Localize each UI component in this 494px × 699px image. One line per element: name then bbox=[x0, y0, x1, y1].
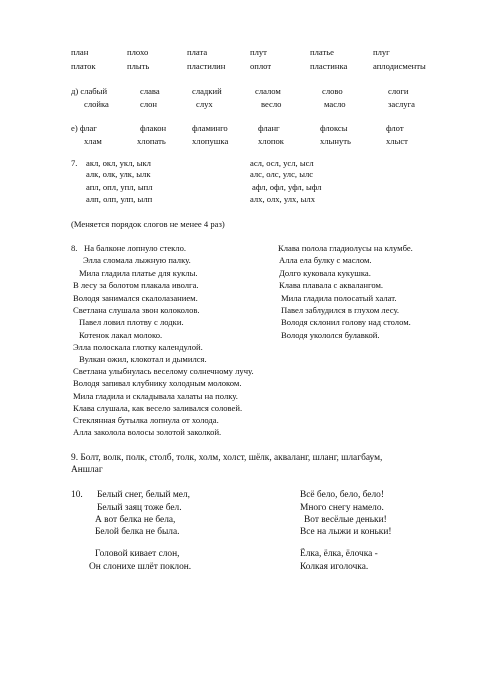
word: флоксы bbox=[320, 123, 348, 133]
exercise-note: (Меняется порядок слогов не менее 4 раз) bbox=[71, 219, 225, 229]
word: хлопушка bbox=[192, 136, 229, 146]
word: плуг bbox=[373, 47, 390, 57]
sentence: Элла полоскала глотку календулой. bbox=[73, 342, 203, 352]
sentence: Стеклянная бутылка лопнула от холода. bbox=[73, 415, 219, 425]
sentence: В лесу за болотом плакала иволга. bbox=[73, 280, 199, 290]
word: слух bbox=[196, 99, 213, 109]
word: фланг bbox=[258, 123, 280, 133]
sentence: Мила гладила полосатый халат. bbox=[281, 293, 397, 303]
word: оплот bbox=[250, 61, 272, 71]
word: заслуга bbox=[388, 99, 415, 109]
item-number: 10. bbox=[71, 490, 83, 500]
sentence: Светлана слушала звон колоколов. bbox=[73, 305, 200, 315]
word: флакон bbox=[140, 123, 167, 133]
sentence: Алла заколола волосы золотой заколкой. bbox=[73, 427, 222, 437]
poem-line: Много снегу намело. bbox=[300, 503, 384, 513]
word: д) слабый bbox=[71, 86, 108, 96]
syllable-row: алх, олх, улх, ылх bbox=[250, 194, 315, 204]
word: платье bbox=[310, 47, 334, 57]
word: пластилин bbox=[187, 61, 226, 71]
word: слово bbox=[322, 86, 343, 96]
sentence: Мила гладила и складывала халаты на полку. bbox=[73, 391, 238, 401]
syllable-row: алс, олс, улс, ылс bbox=[250, 169, 314, 179]
poem-line: Ёлка, ёлка, ёлочка - bbox=[300, 549, 378, 559]
poem-line: Колкая иголочка. bbox=[300, 562, 369, 572]
word: плут bbox=[250, 47, 267, 57]
sentence: Павел заблудился в глухом лесу. bbox=[281, 305, 400, 315]
sentence: Клава полола гладиолусы на клумбе. bbox=[278, 243, 413, 253]
word: е) флаг bbox=[71, 123, 97, 133]
word: флот bbox=[386, 123, 404, 133]
word: весло bbox=[261, 99, 282, 109]
poem-line: Белый заяц тоже бел. bbox=[97, 503, 182, 513]
word: хлыст bbox=[386, 136, 408, 146]
word: сладкий bbox=[192, 86, 222, 96]
poem-line: Головой кивает слон, bbox=[95, 549, 180, 559]
word: аплодисменты bbox=[373, 61, 426, 71]
word: платок bbox=[71, 61, 96, 71]
word: слава bbox=[140, 86, 160, 96]
sentence: Клава плавала с аквалангом. bbox=[279, 280, 384, 290]
item-number: 7. bbox=[71, 158, 78, 168]
sentence: Клава слушала, как весело заливался соловей. bbox=[73, 403, 243, 413]
sentence: Алла ела булку с маслом. bbox=[279, 255, 372, 265]
poem-line: Белый снег, белый мел, bbox=[97, 490, 190, 500]
poem-line: Вот весёлые деньки! bbox=[304, 515, 387, 525]
word: плыть bbox=[127, 61, 150, 71]
poem-line: Всё бело, бело, бело! bbox=[300, 490, 384, 500]
poem-line: Белой белка не была. bbox=[95, 527, 180, 537]
word-list: Аншлаг bbox=[71, 465, 103, 475]
syllable-row: афл, офл, уфл, ыфл bbox=[252, 182, 322, 192]
sentence: Володя занимался скалолазанием. bbox=[73, 293, 198, 303]
word: план bbox=[71, 47, 89, 57]
item-number: 8. bbox=[71, 243, 78, 253]
word: слоги bbox=[388, 86, 409, 96]
syllable-row: акл, окл, укл, ыкл bbox=[86, 158, 151, 168]
sentence: Вулкан ожил, клокотал и дымился. bbox=[79, 354, 207, 364]
sentence: Володя запивал клубнику холодным молоком. bbox=[73, 378, 242, 388]
word: масло bbox=[324, 99, 346, 109]
sentence: Мила гладила платье для куклы. bbox=[79, 268, 198, 278]
word: хлопать bbox=[137, 136, 166, 146]
sentence: Светлана улыбнулась веселому солнечному лучу. bbox=[73, 366, 254, 376]
syllable-row: асл, осл, усл, ысл bbox=[250, 158, 314, 168]
word: фламинго bbox=[192, 123, 228, 133]
syllable-row: алк, олк, улк, ылк bbox=[86, 169, 151, 179]
word: плата bbox=[187, 47, 208, 57]
word: слалом bbox=[255, 86, 281, 96]
word: слойка bbox=[84, 99, 109, 109]
sentence: Володя склонил голову над столом. bbox=[281, 317, 411, 327]
sentence: На балконе лопнуло стекло. bbox=[84, 243, 187, 253]
word: пластинка bbox=[310, 61, 348, 71]
sentence: Элла сломала лыжную палку. bbox=[83, 255, 191, 265]
word: слон bbox=[140, 99, 157, 109]
poem-line: Все на лыжи и коньки! bbox=[300, 527, 392, 537]
word: хлынуть bbox=[320, 136, 351, 146]
poem-line: А вот белка не бела, bbox=[95, 515, 176, 525]
poem-line: Он слонихе шлёт поклон. bbox=[89, 562, 192, 572]
syllable-row: алп, олп, улп, ылп bbox=[86, 194, 153, 204]
syllable-row: апл, опл, упл, ыпл bbox=[86, 182, 153, 192]
sentence: Котенок лакал молоко. bbox=[79, 330, 163, 340]
sentence: Павел ловил плотву с лодки. bbox=[79, 317, 184, 327]
word: плохо bbox=[127, 47, 149, 57]
word: хлопок bbox=[258, 136, 284, 146]
sentence: Долго куковала кукушка. bbox=[279, 268, 371, 278]
word: хлам bbox=[84, 136, 102, 146]
word-list: 9. Болт, волк, полк, столб, толк, холм, холст, шёлк, акваланг, шланг, шлагбаум, bbox=[71, 453, 383, 463]
sentence: Володя укололся булавкой. bbox=[281, 330, 380, 340]
